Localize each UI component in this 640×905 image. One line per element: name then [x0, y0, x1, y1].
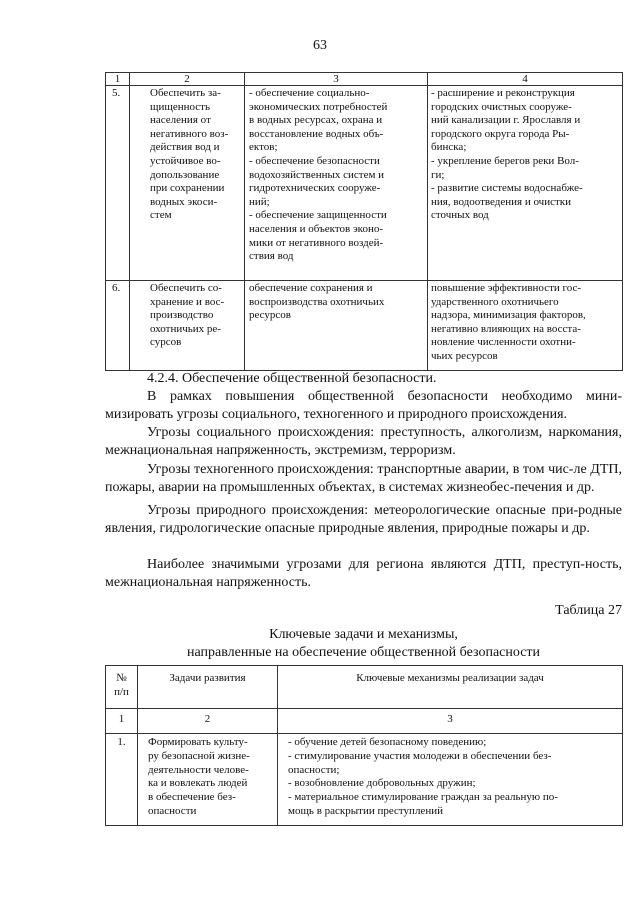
tasks-table-continued: [105, 72, 623, 371]
column-numbers-row: [106, 709, 623, 734]
column-number: 2: [130, 73, 245, 86]
table-header-row: [106, 73, 623, 86]
table-row: [106, 281, 623, 371]
row-mechanisms: обеспечение сохранения и воспроизводства охотничьих ресурсов: [245, 281, 428, 371]
column-number: 1: [106, 73, 130, 86]
row-task: Формировать культу- ру безопасной жизне- деятельности челове- ка и вовлекать людей в обеспечение без- опасности: [138, 734, 278, 826]
column-number: 3: [278, 709, 623, 734]
row-projects: - расширение и реконструкция городских очистных сооруже- ний канализации г. Ярославля и городского округа города Ры- бинска; - укрепление берегов реки Вол- ги; - развитие системы водоснабже- ния, водоотведения и очистки сточных вод: [428, 86, 623, 281]
table-row: [106, 86, 623, 281]
row-number: 5.: [106, 86, 130, 281]
security-tasks-table: [105, 665, 623, 826]
column-number: 2: [138, 709, 278, 734]
row-task: Обеспечить со- хранение и вос- производство охотничьих ре- сурсов: [130, 281, 245, 371]
table-label: Таблица 27: [555, 603, 622, 618]
paragraph: Наиболее значимыми угрозами для региона являются ДТП, преступ-ность, межнациональная напряженность.: [105, 557, 622, 590]
row-projects: повышение эффективности гос- ударственного охотничьего надзора, минимизация факторов, негативно влияющих на восста- новление численности охотни- чьих ресурсов: [428, 281, 623, 371]
paragraph: Угрозы социального происхождения: преступность, алкоголизм, наркомания, межнациональная напряженность, экстремизм, терроризм.: [105, 425, 622, 458]
row-mechanisms: - обучение детей безопасному поведению; - стимулирование участия молодежи в обеспечении без- опасности; - возобновление добровольных дружин; - материальное стимулирование граждан за реальную по- мощь в раскрытии преступлений: [278, 734, 623, 826]
table-title: Ключевые задачи и механизмы, направленные на обеспечение общественной безопасности: [186, 627, 541, 660]
row-number: 6.: [106, 281, 130, 371]
paragraph: Угрозы природного происхождения: метеорологические опасные при-родные явления, гидрологические опасные природные явления, природные пожары и др.: [105, 503, 622, 536]
column-number: 1: [106, 709, 138, 734]
row-mechanisms: - обеспечение социально- экономических потребностей в водных ресурсах, охрана и восстановление водных объ- ектов; - обеспечение безопасности водохозяйственных систем и гидротехнических сооруже- ний; - обеспечение защищенности населения и объектов эконо- мики от негативного воздей- ствия вод: [245, 86, 428, 281]
table-header-row: [106, 666, 623, 709]
header-number: № п/п: [106, 666, 138, 709]
table-row: [106, 734, 623, 826]
header-mechanisms: Ключевые механизмы реализации задач: [278, 666, 623, 709]
column-number: 4: [428, 73, 623, 86]
paragraph: Угрозы техногенного происхождения: транспортные аварии, в том чис-ле ДТП, пожары, аварии на промышленных объектах, в системах жизнеобес-печения и др.: [105, 462, 622, 495]
paragraph: В рамках повышения общественной безопасности необходимо мини-мизировать угрозы социального, техногенного и природного происхождения.: [105, 389, 622, 422]
section-heading: 4.2.4. Обеспечение общественной безопасности.: [147, 371, 437, 386]
column-number: 3: [245, 73, 428, 86]
row-task: Обеспечить за- щищенность населения от негативного воз- действия вод и устойчивое во- допользование при сохранении водных экоси- стем: [130, 86, 245, 281]
header-tasks: Задачи развития: [138, 666, 278, 709]
row-number: 1.: [106, 734, 138, 826]
page-number: 63: [313, 38, 327, 53]
